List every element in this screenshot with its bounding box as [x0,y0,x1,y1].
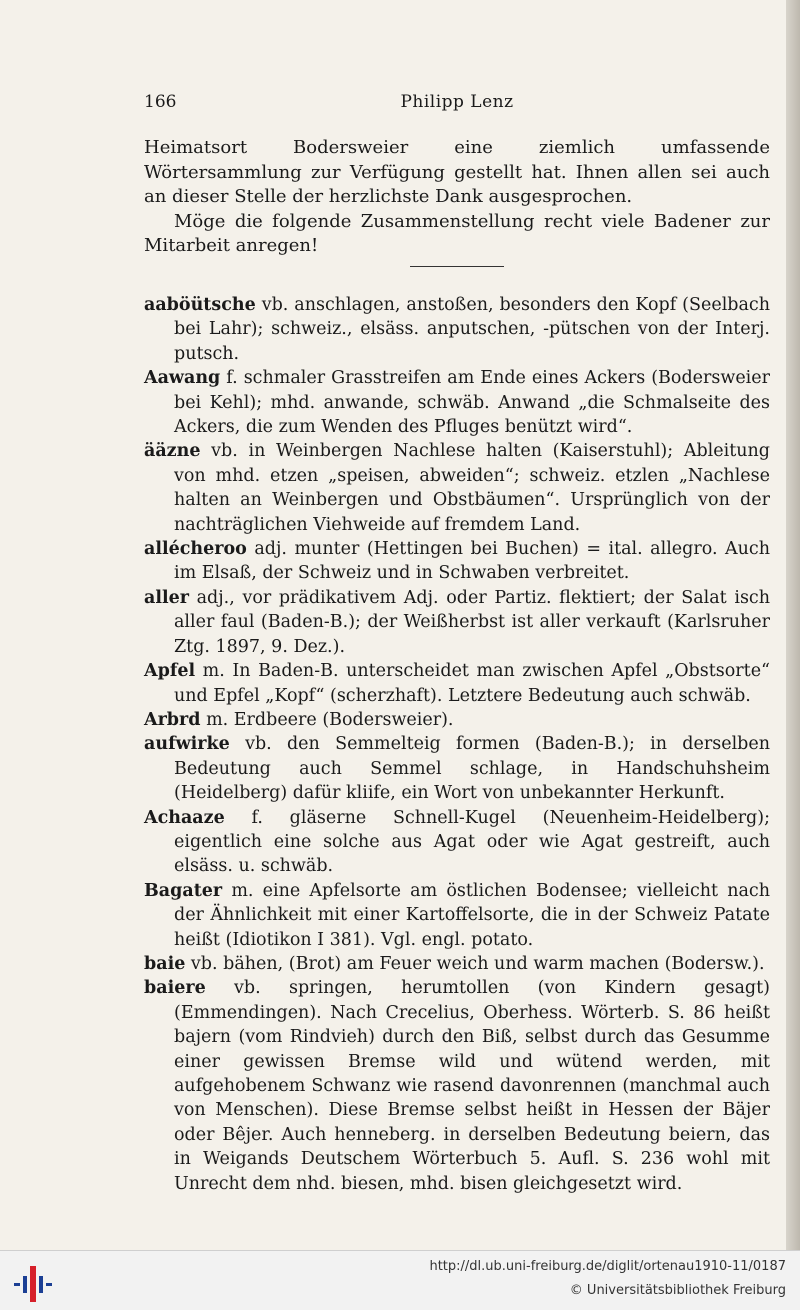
entry-definition: m. In Baden-B. unterscheidet man zwischen Apfel „Obstsorte“ und Epfel „Kopf“ (scherzhaft). Letztere Bedeutung auch schwäb. [174,661,770,706]
intro-text [144,136,770,259]
copyright-notice: © Universitätsbibliothek Freiburg [569,1283,786,1298]
entry-definition: f. schmaler Grasstreifen am Ende eines Ackers (Bodersweier bei Kehl); mhd. anwande, schwäb. Anwand „die Schmalseite des Ackers, die zum Wenden des Pfluges benützt wird“. [174,368,770,438]
entry-headword: baiere [144,978,206,999]
dictionary-entry [144,659,770,708]
entry-headword: Aawang [144,368,221,389]
dictionary-entry [144,976,770,1196]
entry-definition: vb. in Weinbergen Nachlese halten (Kaiserstuhl); Ableitung von mhd. etzen „speisen, abweiden“; schweiz. etzlen „Nachlese halten an Weinbergen und Obstbäumen“. Ursprünglich von der nachträglichen Viehweide auf fremdem Land. [174,441,770,535]
entry-definition: vb. anschlagen, anstoßen, besonders den Kopf (Seelbach bei Lahr); schweiz., elsäss. anputschen, -pütschen von der Interj. putsch. [174,295,770,364]
entry-definition: vb. bähen, (Brot) am Feuer weich und warm machen (Bodersw.). [185,953,765,974]
dictionary-entry [144,879,770,952]
entry-definition: m. eine Apfelsorte am östlichen Bodensee; vielleicht nach der Ähnlichkeit mit einer Kartoffelsorte, die in der Schweiz Patate heißt (Idiotikon I 381). Vgl. engl. potato. [174,880,770,950]
ub-freiburg-logo-icon[interactable] [12,1263,52,1303]
entry-headword: Achaaze [144,807,225,828]
entry-headword: Bagater [144,880,223,901]
entry-headword: Apfel [144,661,196,682]
dictionary-entry [144,806,770,879]
dictionary-entries [144,293,770,1196]
entry-definition: vb. springen, herumtollen (von Kindern gesagt) (Emmendingen). Nach Crecelius, Oberhess. Wörterb. S. 86 heißt bajern (vom Rindvieh) durch den Biß, selbst durch das Gesumme einer gewissen Bremse wild und wütend werden, mit aufgehobenem Schwanz wie rasend davonrennen (manchmal auch von Menschen). Diese Bremse selbst heißt in Hessen der Bäjer oder Bêjer. Auch henneberg. in derselben Bedeutung beiern, das in Weigands Deutschem Wörterbuch 5. Aufl. S. 236 wohl mit Unrecht dem nhd. biesen, mhd. bisen gleichgesetzt wird. [174,978,770,1194]
entry-definition: m. Erdbeere (Bodersweier). [200,709,454,730]
entry-headword: baie [144,953,186,974]
page-header [144,92,770,122]
dictionary-entry [144,366,770,439]
entry-headword: ääzne [144,441,201,462]
entry-headword: aaböütsche [144,295,256,315]
dictionary-entry [144,732,770,805]
entry-headword: aller [144,587,189,608]
section-divider [410,266,504,267]
entry-headword: allécheroo [144,539,247,560]
page-edge [786,0,800,1250]
dictionary-entry [144,537,770,586]
dictionary-entry [144,439,770,537]
document-url[interactable]: http://dl.ub.uni-freiburg.de/diglit/ortenau1910-11/0187 [429,1259,786,1274]
intro-paragraph: Möge die folgende Zusammenstellung recht viele Badener zur Mitarbeit anregen! [144,210,770,256]
entry-definition: f. gläserne Schnell-Kugel (Neuenheim-Heidelberg); eigentlich eine solche aus Agat oder wie Agat gestreift, auch elsäss. u. schwäb. [174,807,770,877]
entry-definition: adj. munter (Hettingen bei Buchen) = ital. allegro. Auch im Elsaß, der Schweiz und in Schwaben verbreitet. [174,539,770,584]
dictionary-entry [144,708,770,732]
dictionary-entry [144,952,770,976]
entry-headword: Arbrd [144,709,201,730]
page-number: 166 [144,92,177,112]
intro-paragraph: Heimatsort Bodersweier eine ziemlich umfassende Wörtersammlung zur Verfügung gestellt hat. Ihnen allen sei auch an dieser Stelle der herzlichste Dank ausgesprochen. [144,137,770,207]
dictionary-entry [144,293,770,366]
entry-definition: vb. den Semmelteig formen (Baden-B.); in derselben Bedeutung auch Semmel schlage, in Handschuhsheim (Heidelberg) dafür kliife, ein Wort von unbekannter Herkunft. [174,734,770,804]
entry-headword: aufwirke [144,734,230,755]
viewer-footer [0,1250,800,1310]
dictionary-entry [144,586,770,659]
running-title: Philipp Lenz [400,92,514,112]
entry-definition: adj., vor prädikativem Adj. oder Partiz. flektiert; der Salat isch aller faul (Baden-B.); der Weißherbst ist aller verkauft (Karlsruher Ztg. 1897, 9. Dez.). [174,587,770,657]
